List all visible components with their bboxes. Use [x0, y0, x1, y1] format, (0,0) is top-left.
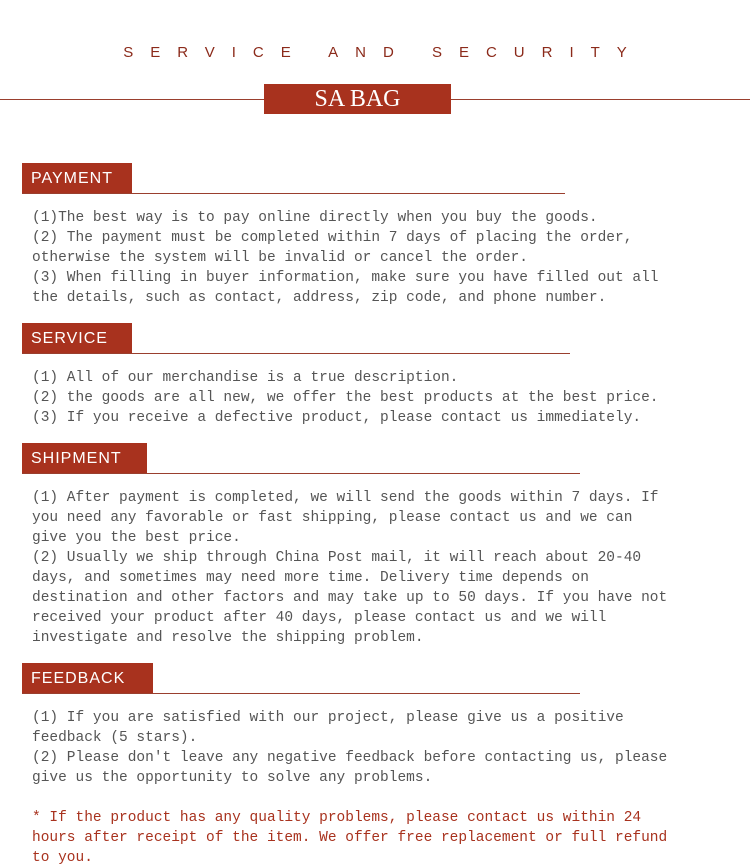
section-title-feedback: FEEDBACK — [22, 663, 153, 694]
quality-note: * If the product has any quality problems, please contact us within 24 hours after receipt of the item. We offer free replacement or full refund to you. — [32, 810, 668, 866]
section-divider-shipment — [22, 473, 580, 474]
section-divider-service — [22, 353, 570, 354]
section-body-feedback: (1) If you are satisfied with our project, please give us a positive feedback (5 stars). (2) Please don't leave any negative feedback before contacting us, please give us the opportunity to solve any problems. — [32, 710, 668, 786]
section-title-payment: PAYMENT — [22, 163, 132, 194]
tagline: SERVICE AND SECURITY — [123, 44, 644, 61]
section-body-shipment: (1) After payment is completed, we will send the goods within 7 days. If you need any favorable or fast shipping, please contact us and we can give you the best price. (2) Usually we ship through China Post mail, it will reach about 20-40 days, and sometimes may need more time. Delivery time depends on destination and other factors and may take up to 50 days. If you have not received your product after 40 days, please contact us and we will investigate and resolve the shipping problem. — [32, 490, 668, 646]
section-title-service: SERVICE — [22, 323, 132, 354]
section-title-shipment: SHIPMENT — [22, 443, 147, 474]
section-body-payment: (1)The best way is to pay online directly when you buy the goods. (2) The payment must be completed within 7 days of placing the order, otherwise the system will be invalid or cancel the order. (3) When filling in buyer information, make sure you have filled out all the details, such as contact, address, zip code, and phone number. — [32, 210, 659, 306]
section-body-service: (1) All of our merchandise is a true description. (2) the goods are all new, we offer the best products at the best price. (3) If you receive a defective product, please contact us immediately. — [32, 370, 659, 426]
section-divider-payment — [22, 193, 565, 194]
brand-badge: SA BAG — [264, 84, 451, 114]
section-divider-feedback — [22, 693, 580, 694]
